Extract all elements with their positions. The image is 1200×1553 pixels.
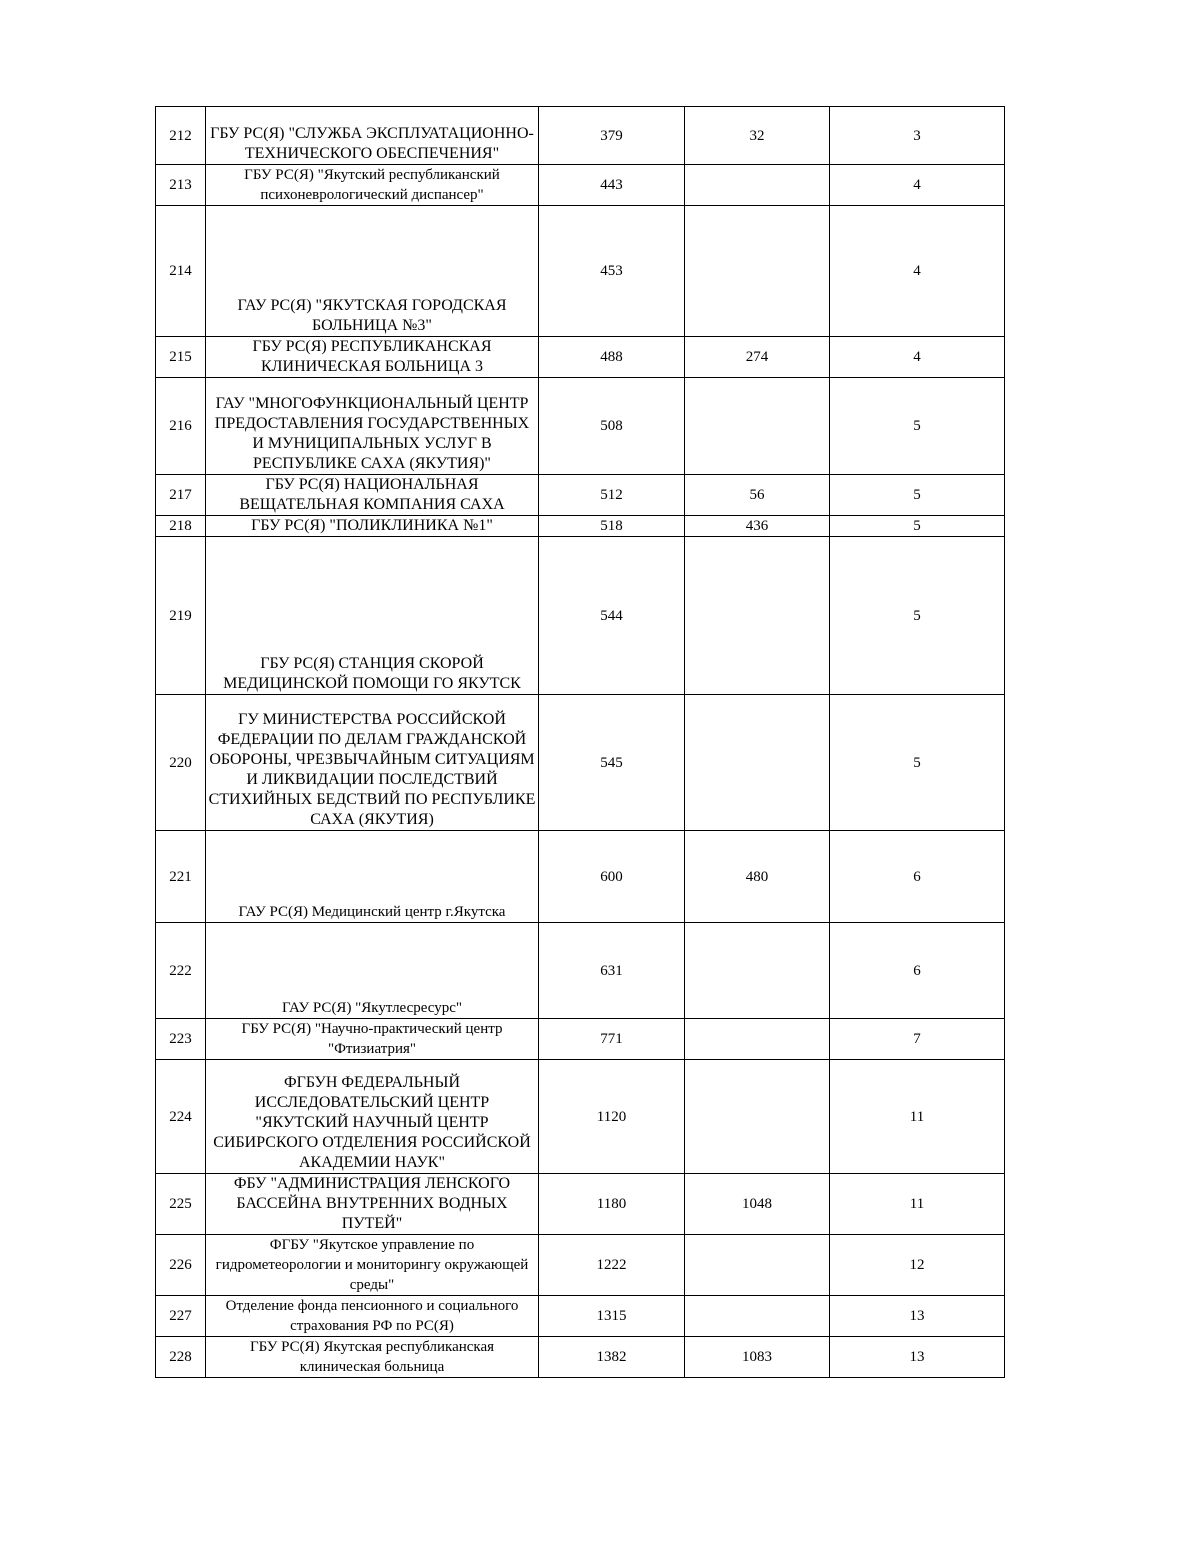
organization-name: ФБУ "АДМИНИСТРАЦИЯ ЛЕНСКОГО БАССЕЙНА ВНУТРЕННИХ ВОДНЫХ ПУТЕЙ" — [206, 1174, 539, 1235]
value-column-1: 443 — [539, 165, 685, 206]
value-column-2 — [685, 695, 830, 831]
table-row — [156, 923, 1005, 1019]
table-body — [156, 107, 1005, 1378]
value-column-1: 545 — [539, 695, 685, 831]
value-column-1: 1315 — [539, 1296, 685, 1337]
organization-name: ГАУ РС(Я) Медицинский центр г.Якутска — [206, 831, 539, 923]
value-column-3: 4 — [830, 165, 1005, 206]
row-number: 227 — [156, 1296, 206, 1337]
value-column-1: 600 — [539, 831, 685, 923]
table-row — [156, 1060, 1005, 1174]
value-column-1: 1222 — [539, 1235, 685, 1296]
value-column-2: 56 — [685, 475, 830, 516]
organization-name: ГБУ РС(Я) "СЛУЖБА ЭКСПЛУАТАЦИОННО-ТЕХНИЧЕСКОГО ОБЕСПЕЧЕНИЯ" — [206, 107, 539, 165]
value-column-2: 1048 — [685, 1174, 830, 1235]
table-row — [156, 1337, 1005, 1378]
row-number: 220 — [156, 695, 206, 831]
value-column-3: 4 — [830, 206, 1005, 337]
table-row — [156, 107, 1005, 165]
organization-name: ФГБУ "Якутское управление по гидрометеорологии и мониторингу окружающей среды" — [206, 1235, 539, 1296]
table-row — [156, 695, 1005, 831]
value-column-3: 6 — [830, 923, 1005, 1019]
table-row — [156, 165, 1005, 206]
table-row — [156, 537, 1005, 695]
value-column-2 — [685, 378, 830, 475]
organization-name: ГБУ РС(Я) "Якутский республиканский психоневрологический диспансер" — [206, 165, 539, 206]
value-column-2 — [685, 537, 830, 695]
organization-name: ГАУ РС(Я) "Якутлесресурс" — [206, 923, 539, 1019]
value-column-2: 274 — [685, 337, 830, 378]
table-row — [156, 475, 1005, 516]
value-column-3: 5 — [830, 475, 1005, 516]
value-column-3: 11 — [830, 1060, 1005, 1174]
value-column-2: 32 — [685, 107, 830, 165]
value-column-1: 518 — [539, 516, 685, 537]
value-column-1: 1382 — [539, 1337, 685, 1378]
row-number: 213 — [156, 165, 206, 206]
row-number: 214 — [156, 206, 206, 337]
organizations-table — [155, 106, 1005, 1378]
value-column-1: 544 — [539, 537, 685, 695]
value-column-3: 4 — [830, 337, 1005, 378]
organization-name: ГБУ РС(Я) НАЦИОНАЛЬНАЯ ВЕЩАТЕЛЬНАЯ КОМПАНИЯ САХА — [206, 475, 539, 516]
row-number: 216 — [156, 378, 206, 475]
value-column-1: 508 — [539, 378, 685, 475]
value-column-3: 5 — [830, 695, 1005, 831]
organization-name: ГБУ РС(Я) "ПОЛИКЛИНИКА №1" — [206, 516, 539, 537]
row-number: 217 — [156, 475, 206, 516]
row-number: 215 — [156, 337, 206, 378]
table-row — [156, 1235, 1005, 1296]
value-column-1: 488 — [539, 337, 685, 378]
row-number: 221 — [156, 831, 206, 923]
table-row — [156, 1019, 1005, 1060]
row-number: 223 — [156, 1019, 206, 1060]
table-row — [156, 1174, 1005, 1235]
row-number: 212 — [156, 107, 206, 165]
organization-name: ГУ МИНИСТЕРСТВА РОССИЙСКОЙ ФЕДЕРАЦИИ ПО ДЕЛАМ ГРАЖДАНСКОЙ ОБОРОНЫ, ЧРЕЗВЫЧАЙНЫМ СИТУАЦИЯМ И ЛИКВИДАЦИИ ПОСЛЕДСТВИЙ СТИХИЙНЫХ БЕДСТВИЙ ПО РЕСПУБЛИКЕ САХА (ЯКУТИЯ) — [206, 695, 539, 831]
value-column-1: 631 — [539, 923, 685, 1019]
value-column-1: 512 — [539, 475, 685, 516]
value-column-3: 12 — [830, 1235, 1005, 1296]
row-number: 225 — [156, 1174, 206, 1235]
table-row — [156, 831, 1005, 923]
value-column-2 — [685, 165, 830, 206]
value-column-2 — [685, 1235, 830, 1296]
table-row — [156, 1296, 1005, 1337]
value-column-2: 436 — [685, 516, 830, 537]
value-column-1: 379 — [539, 107, 685, 165]
row-number: 228 — [156, 1337, 206, 1378]
value-column-2 — [685, 206, 830, 337]
value-column-1: 1120 — [539, 1060, 685, 1174]
row-number: 222 — [156, 923, 206, 1019]
organization-name: ГАУ "МНОГОФУНКЦИОНАЛЬНЫЙ ЦЕНТР ПРЕДОСТАВЛЕНИЯ ГОСУДАРСТВЕННЫХ И МУНИЦИПАЛЬНЫХ УСЛУГ В РЕСПУБЛИКЕ САХА (ЯКУТИЯ)" — [206, 378, 539, 475]
value-column-2 — [685, 923, 830, 1019]
table-row — [156, 378, 1005, 475]
organization-name: ГБУ РС(Я) "Научно-практический центр "Фтизиатрия" — [206, 1019, 539, 1060]
value-column-3: 5 — [830, 378, 1005, 475]
value-column-3: 7 — [830, 1019, 1005, 1060]
organization-name: ГБУ РС(Я) РЕСПУБЛИКАНСКАЯ КЛИНИЧЕСКАЯ БОЛЬНИЦА 3 — [206, 337, 539, 378]
row-number: 224 — [156, 1060, 206, 1174]
organization-name: ГБУ РС(Я) СТАНЦИЯ СКОРОЙ МЕДИЦИНСКОЙ ПОМОЩИ ГО ЯКУТСК — [206, 537, 539, 695]
value-column-2 — [685, 1296, 830, 1337]
row-number: 218 — [156, 516, 206, 537]
value-column-2 — [685, 1060, 830, 1174]
value-column-1: 1180 — [539, 1174, 685, 1235]
organization-name: ГБУ РС(Я) Якутская республиканская клиническая больница — [206, 1337, 539, 1378]
table-row — [156, 337, 1005, 378]
value-column-2 — [685, 1019, 830, 1060]
value-column-1: 771 — [539, 1019, 685, 1060]
value-column-3: 5 — [830, 537, 1005, 695]
value-column-3: 5 — [830, 516, 1005, 537]
table-row — [156, 516, 1005, 537]
value-column-2: 1083 — [685, 1337, 830, 1378]
value-column-1: 453 — [539, 206, 685, 337]
value-column-3: 6 — [830, 831, 1005, 923]
value-column-2: 480 — [685, 831, 830, 923]
organization-name: ГАУ РС(Я) "ЯКУТСКАЯ ГОРОДСКАЯ БОЛЬНИЦА №3" — [206, 206, 539, 337]
row-number: 219 — [156, 537, 206, 695]
value-column-3: 13 — [830, 1337, 1005, 1378]
row-number: 226 — [156, 1235, 206, 1296]
value-column-3: 11 — [830, 1174, 1005, 1235]
table-row — [156, 206, 1005, 337]
organization-name: Отделение фонда пенсионного и социального страхования РФ по РС(Я) — [206, 1296, 539, 1337]
value-column-3: 3 — [830, 107, 1005, 165]
organization-name: ФГБУН ФЕДЕРАЛЬНЫЙ ИССЛЕДОВАТЕЛЬСКИЙ ЦЕНТР "ЯКУТСКИЙ НАУЧНЫЙ ЦЕНТР СИБИРСКОГО ОТДЕЛЕНИЯ РОССИЙСКОЙ АКАДЕМИИ НАУК" — [206, 1060, 539, 1174]
value-column-3: 13 — [830, 1296, 1005, 1337]
